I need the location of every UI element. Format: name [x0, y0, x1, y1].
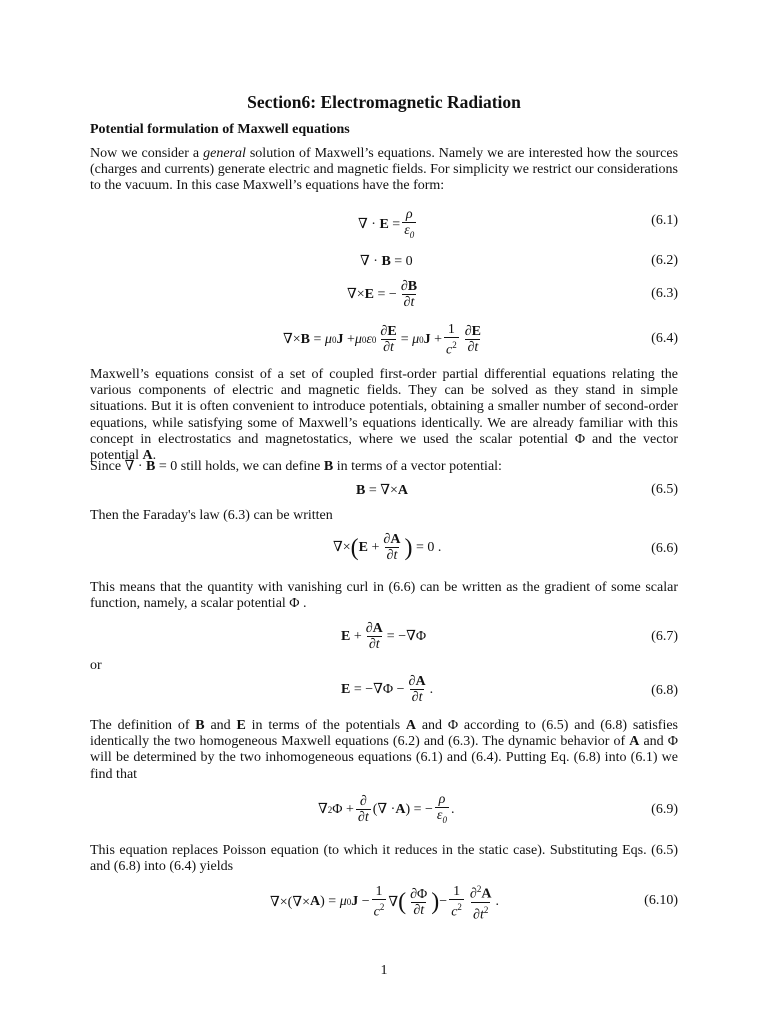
- subheading: Potential formulation of Maxwell equations: [90, 122, 350, 137]
- equation-6-9: ∇ 2 Φ + $\frac{\partial}{\partial t}$ (∇ · A ) = − $\frac{\rho}{\varepsilon_0}$ .: [318, 792, 454, 828]
- paragraph-intro: Now we consider a general solution of Maxwell’s equations. Namely we are interested how the sources (charges and currents) generate electric and magnetic fields. For simplicity we restrict our considerations to the vacuum. In this case Maxwell’s equations have the form:: [90, 146, 679, 194]
- section-title: Section6: Electromagnetic Radiation: [247, 92, 521, 112]
- equation-6-8: E = −∇Φ − $\frac{\partial A}{\partial t}$ .: [341, 674, 434, 705]
- eqnum-6-2: (6.2): [651, 253, 678, 268]
- eqnum-6-1: (6.1): [651, 213, 678, 228]
- equation-6-1: ∇ · E = $\frac{\rho}{\varepsilon_0}$: [358, 207, 418, 243]
- page-number: 1: [380, 963, 388, 978]
- eqnum-6-9: (6.9): [651, 802, 678, 817]
- eqnum-6-6: (6.6): [651, 541, 678, 556]
- paragraph-poisson: This equation replaces Poisson equation (to which it reduces in the static case). Substituting Eqs. (6.5) and (6.8) into (6.4) yields: [90, 843, 678, 875]
- eqnum-6-5: (6.5): [651, 482, 678, 497]
- eqnum-6-3: (6.3): [651, 286, 678, 301]
- equation-6-7: E + $\frac{\partial A}{\partial t}$ = −∇Φ: [341, 621, 427, 652]
- equation-6-4: ∇× B = μ 0 J + μ 0 ε 0 $\frac{\partial E}{\partial t}$ = μ 0 J + $\frac{1}{c^2}$ $\frac{\partial E}{\partial t}$: [283, 322, 482, 358]
- equation-6-10: ∇×(∇× A ) = μ 0 J − $\frac{1}{c^2}$ ∇ ( $\frac{\partial\Phi}{\partial t}$ ) − $\frac{1}{c^2}$ $\frac{\partial^2A}{\partial t^2}$ .: [270, 884, 499, 923]
- eqnum-6-7: (6.7): [651, 629, 678, 644]
- equation-6-3: ∇× E = − $\frac{\partial B}{\partial t}$: [347, 279, 418, 310]
- paragraph-vanishing-curl: This means that the quantity with vanishing curl in (6.6) can be written as the gradient of some scalar function, namely, a scalar potential Φ .: [90, 580, 678, 612]
- paragraph-since: Since ∇ · B = 0 still holds, we can define B in terms of a vector potential:: [90, 459, 502, 474]
- paragraph-potentials: Maxwell’s equations consist of a set of coupled first-order partial differential equations relating the various components of electric and magnetic fields. They can be solved as they stand in simple situations. But it is often convenient to introduce potentials, obtaining a smaller number of second-order equations, while satisfying some of Maxwell’s equations identically. We are already familiar with this concept in electrostatics and magnetostatics, where we used the scalar potential Φ and the vector potential A.: [90, 367, 678, 464]
- paragraph-faraday: Then the Faraday's law (6.3) can be written: [90, 508, 333, 523]
- equation-6-2: ∇ · B = 0: [360, 253, 413, 269]
- paragraph-or: or: [90, 658, 102, 673]
- eqnum-6-4: (6.4): [651, 331, 678, 346]
- equation-6-5: B = ∇× A: [356, 482, 409, 498]
- paragraph-definition: The definition of B and E in terms of the potentials A and Φ according to (6.5) and (6.8) satisfies identically the two homogeneous Maxwell equations (6.2) and (6.3). The dynamic behavior of A and Φ will be determined by the two inhomogeneous equations (6.1) and (6.4). Putting Eq. (6.8) into (6.1) we find that: [90, 718, 678, 782]
- eqnum-6-10: (6.10): [644, 893, 678, 908]
- equation-6-6: ∇× ( E + $\frac{\partial A}{\partial t}$ ) = 0 .: [333, 532, 442, 563]
- eqnum-6-8: (6.8): [651, 683, 678, 698]
